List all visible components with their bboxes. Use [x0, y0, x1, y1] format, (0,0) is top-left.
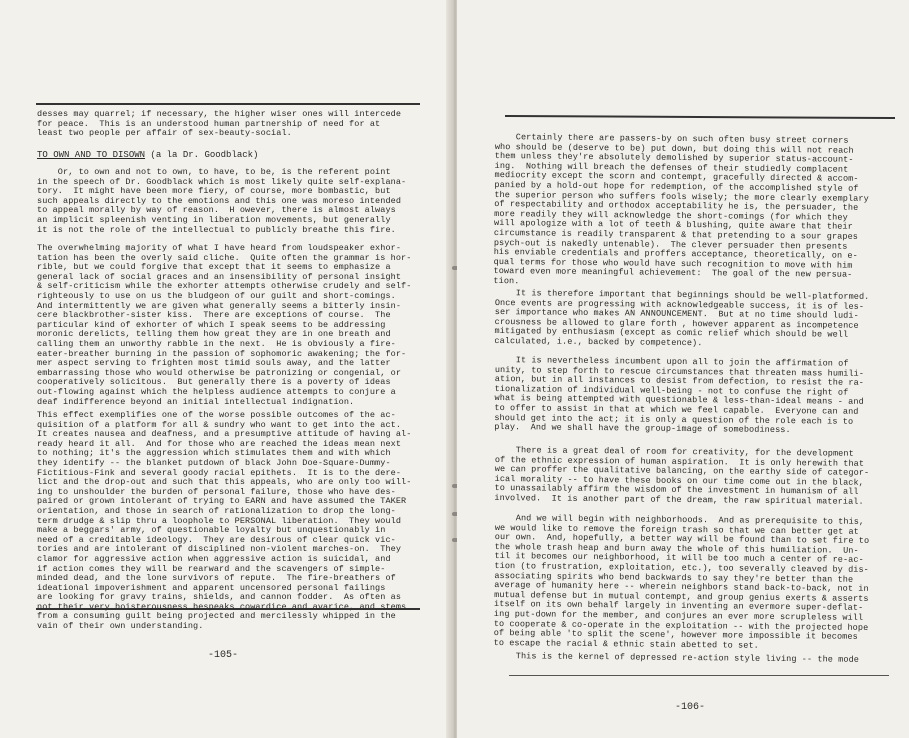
- right-page: [457, 0, 909, 738]
- section-heading: [37, 150, 258, 160]
- top-rule: [36, 103, 420, 105]
- bottom-rule: [36, 608, 420, 610]
- paragraph: This effect exemplifies one of the worse possible outcomes of the ac- quisition of a platform for all & sundry who want to get into the act. It creates nausea and deafness, and a presumptive attitude of having al- ready heard it all. And for those who are reached the ideas mean next to nothing; it's the aggression which stimulates them and with which they identify -- the blanket putdown of black John Doe-Square-Dummy- Fictitious-Fink and several goody racial epithets. It is to the dere- lict and the drop-out and such that this appeals, who are only too will- ing to unshoulder the burden of personal failure, those who have des- paired or grown intolerant of trying to EARN and have assumed the TAKER orientation, and those in search of rationalization to drop the long- term drudge & slip thru a loophole to PERSONAL liberation. They would make a beggars' army, of questionable loyalty but unquestionably in need of a creditable ideology. They are desirous of clear quick vic- tories and are intolerant of disciplined non-violent marches-on. They clamor for aggressive action when aggressive action is suicidal, and if action comes they will be rearward and the scavengers of simple- minded dead, and the lone survivors of repute. The fire-breathers of ideational impoverishment and apparent uncensored personal failings are looking for gravy trains, shields, and cannon fodder. As often as not their very boisterousness bespeaks cowardice and avarice, and stems from a consuming guilt being projected and mercilessly whipped in the vain of their own understanding.: [37, 410, 412, 632]
- paragraph: The overwhelming majority of what I have heard from loudspeaker exhor- tation has been the overly said cliche. Quite often the grammar is hor- rible, but we could forgive that except that it seems to emphasize a general lack of social graces and an insensibility of personal insight & self-criticism while the exhorter attempts otherwise crudely and self- righteously to use on us the bludgeon of our guilt and short-comings. And intermittently we are given what generally seems a bitterly insin- cere blackbrother-sister kiss. There are exceptions of course. The particular kind of exhorter of which I speak seems to be addressing moronic derelicts, telling them how great they are in one breath and calling them an unworthy rabble in the next. He is obviously a fire- eater-breather burning in the passion of sophomoric awakening; the for- mer aspect serving to frighten most timid souls away, and the latter embarrassing those who would otherwise be patronizing or congenial, or cooperatively solicitous. But generally there is a poverty of ideas out-flowing against which the helpless audience attempts to conjure a deaf indifference beyond an initial intellectual indignation.: [37, 243, 412, 407]
- heading-rest: (a la Dr. Goodblack): [145, 150, 259, 160]
- top-rule: [505, 115, 895, 119]
- paragraph: It is nevertheless incumbent upon all to join the affirmation of unity, to step forth to rescue circumstances that threaten mass humili- ation, but in all instances to desist from defection, to resist the ra- tionalization of individual well-being - not to confuse the right of what is being attempted with questionable & less-than-ideal means - and to offer to assist in that at which we feel capable. Everyone can and should get into the act; it is only a question of the role each is to play. And we shall have the group-image of somebodiness.: [494, 355, 865, 436]
- paragraph: And we will begin with neighborhoods. And as prerequisite to this, we would like to remove the foreign trash so that we can better get at our own. And, hopefully, a better way will be found than to set fire to the whole trash heap and burn away the whole of this humiliation. Un- til it becomes our neighborhood, it will be too much a center of re-ac- tion (to frustration, exploitation, etc.), too severally cleaved by dis- associating spirits who bend backwards to say they're better than the average of humanity here -- wherein neighbors stand back-to-back, not in mutual defense but in mutual contempt, and group genius exerts & asserts itself on its own behalf largely in inventing an evermore super-deflat- ing put-down for the member, and conjures an ever more scrupleless will to cooperate & co-operate in the exploitation -- with the projected hope of being able 'to split the scene', however more impossible it becomes to escape the racial & ethnic stain abetted to set.: [493, 513, 870, 651]
- bottom-rule: [509, 675, 889, 676]
- paragraph: Certainly there are passers-by on such often busy street corners who should be (deserve to be) put down, but doing this will not reach them unless they're absolutely demolished by superior status-account- ing. Nothing will breach the defenses of their studiedly complacent mediocrity except the scorn and contempt, gracefully directed & accom- panied by a hold-out hope for redemption, of the accomplished style of the superior person who suffers fools wisely; the more clearly exemplary of respectability and orthodox acceptability he is, the persuader, the more readily they will acknowledge the short-comings (for which they will apologize with a lot of teeth & blushing, quite aware that their circumstance is readily transparent & that pretending to a sour grapes psych-out is nakedly untenable). The clever persuader then presents his enviable credentials and proffers acceptance, theoretically, on e- qual terms for those who would have such recognition to move with him toward even more meaningful achievement: The goal of the new persua- tion.: [493, 132, 869, 287]
- left-page: [0, 0, 452, 738]
- heading-underlined: TO OWN AND TO DISOWN: [37, 150, 146, 160]
- page-number: -105-: [208, 650, 239, 661]
- paragraph: desses may quarrel; if necessary, the higher wiser ones will intercede for peace. This is an understood human partnership of need for at least two people per affair of sex-beauty-social.: [37, 109, 402, 139]
- paragraph: This is the kernel of depressed re-action style living -- the mode: [494, 651, 860, 665]
- paragraph: There is a great deal of room for creativity, for the development of the ethnic expression of human aspiration. It is only herewith that we can proffer the qualitative balancing, on the earthy side of categor- ical morality -- to have these books on our time come out in the black, to unassailably affirm the wisdom of the investment in humanism of all involved. It is another part of the dream, the raw spiritual material.: [494, 445, 870, 507]
- paragraph: Or, to own and not to own, to have, to be, is the referent point in the speech of Dr. Goodblack which is most likely quite self-explana- tory. It might have been more fiery, of course, more bombastic, but such appeals directly to the emotions and this one was moreso intended to appeal morally by way of reason. H owever, there is almost always an implicit spleenish venting in liberation movements, but generally it is not the role of the intellectual to publicly breathe this fire.: [37, 167, 407, 235]
- paragraph: It is therefore important that beginnings should be well-platformed. Once events are progressing with acknowledgeable success, it is of les- ser importance who makes AN ANNOUNCEMENT. But at no time should ludi- crousness be allowed to glare forth , however apparent as incompetence mitigated by enthusiasm (except as comic relief which should be well calculated, i.e., backed by competence).: [494, 288, 870, 349]
- page-number: -106-: [675, 702, 706, 713]
